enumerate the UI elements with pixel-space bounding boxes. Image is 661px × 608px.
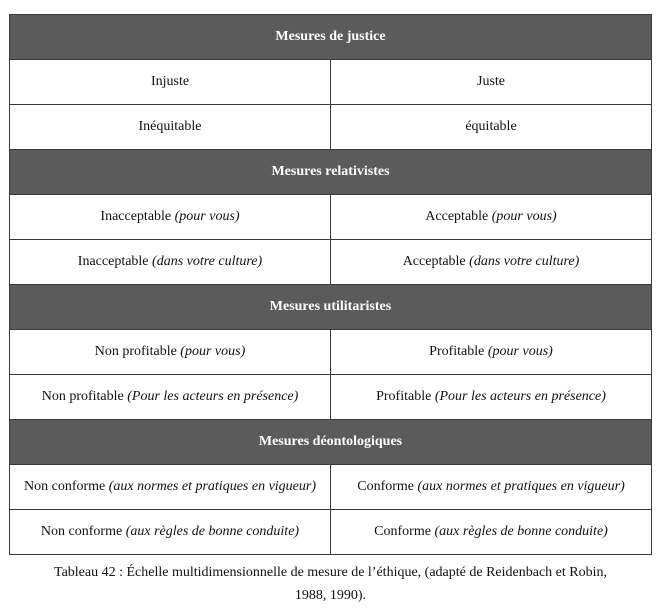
cell-term: Inacceptable [77, 254, 153, 269]
positive-pole-cell [331, 240, 652, 285]
cell-qualifier: (pour vous) [180, 344, 246, 359]
negative-pole-cell [10, 465, 331, 510]
table-caption [0, 561, 661, 607]
cell-qualifier: (aux règles de bonne conduite) [125, 524, 300, 539]
section-title: Mesures déontologiques [10, 420, 652, 465]
cell-term: Juste [477, 74, 505, 89]
cell-term: Acceptable [425, 209, 492, 224]
negative-pole-cell [10, 375, 331, 420]
cell-term: Conforme [374, 524, 435, 539]
cell-qualifier: (dans votre culture) [152, 254, 263, 269]
table-row [10, 60, 652, 105]
cell-term: Acceptable [402, 254, 470, 269]
positive-pole-cell [331, 510, 652, 555]
table-row [10, 510, 652, 555]
negative-pole-cell [10, 60, 331, 105]
cell-qualifier: (aux normes et pratiques en vigueur) [108, 479, 316, 494]
cell-term: Inéquitable [138, 119, 202, 134]
cell-qualifier: (pour vous) [487, 344, 553, 359]
positive-pole-cell [331, 465, 652, 510]
cell-term: équitable [465, 119, 517, 134]
cell-qualifier: (aux normes et pratiques en vigueur) [417, 479, 625, 494]
cell-qualifier: (dans votre culture) [469, 254, 580, 269]
positive-pole-cell [331, 375, 652, 420]
ethics-scale-table [9, 14, 652, 555]
cell-qualifier: (Pour les acteurs en présence) [434, 389, 606, 404]
table-row [10, 465, 652, 510]
table-row [10, 105, 652, 150]
section-header-row [10, 150, 652, 195]
section-header-row [10, 420, 652, 465]
negative-pole-cell [10, 195, 331, 240]
positive-pole-cell [331, 60, 652, 105]
negative-pole-cell [10, 510, 331, 555]
negative-pole-cell [10, 330, 331, 375]
cell-term: Non profitable [41, 389, 128, 404]
table-row [10, 330, 652, 375]
cell-qualifier: (pour vous) [491, 209, 557, 224]
cell-term: Non profitable [94, 344, 181, 359]
negative-pole-cell [10, 240, 331, 285]
positive-pole-cell [331, 105, 652, 150]
cell-term: Profitable [376, 389, 435, 404]
table-row [10, 240, 652, 285]
cell-term: Profitable [429, 344, 488, 359]
table-row [10, 195, 652, 240]
caption-line-2: 1988, 1990). [294, 588, 367, 603]
section-title: Mesures utilitaristes [10, 285, 652, 330]
section-title: Mesures de justice [10, 15, 652, 60]
caption-line-1: Tableau 42 : Échelle multidimensionnelle de mesure de l’éthique, (adapté de Reidenbach et Robin, [54, 565, 607, 580]
positive-pole-cell [331, 195, 652, 240]
cell-term: Injuste [150, 74, 190, 89]
positive-pole-cell [331, 330, 652, 375]
cell-term: Inacceptable [100, 209, 175, 224]
cell-qualifier: (pour vous) [174, 209, 240, 224]
section-header-row [10, 15, 652, 60]
table-body [10, 15, 652, 555]
negative-pole-cell [10, 105, 331, 150]
cell-qualifier: (Pour les acteurs en présence) [127, 389, 299, 404]
cell-term: Non conforme [24, 479, 109, 494]
cell-term: Non conforme [40, 524, 126, 539]
section-header-row [10, 285, 652, 330]
table-row [10, 375, 652, 420]
cell-term: Conforme [357, 479, 418, 494]
section-title: Mesures relativistes [10, 150, 652, 195]
cell-qualifier: (aux règles de bonne conduite) [434, 524, 608, 539]
